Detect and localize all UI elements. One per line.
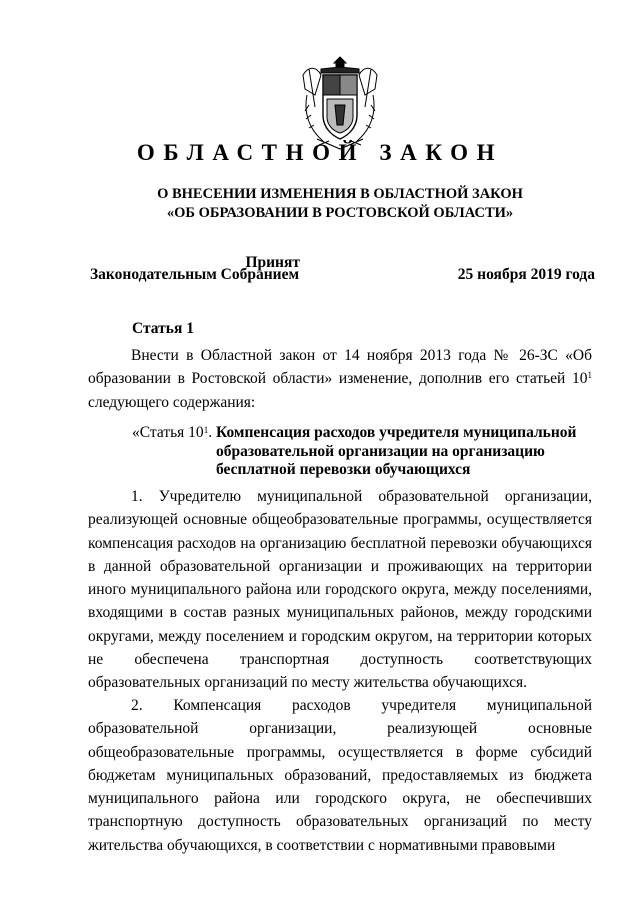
adopted-label: Принят	[245, 254, 300, 271]
new-article-dot: .	[208, 424, 213, 441]
adopted-by: Законодательным Собранием	[90, 266, 300, 283]
new-article-number	[132, 424, 212, 443]
adopted-date: 25 ноября 2019 года	[457, 266, 595, 283]
intro-superscript: 1	[587, 370, 592, 381]
intro-paragraph	[88, 344, 592, 414]
law-subtitle-line-1: О ВНЕСЕНИИ ИЗМЕНЕНИЯ В ОБЛАСТНОЙ ЗАКОН	[157, 186, 523, 202]
paragraph-1: 1. Учредителю муниципальной образовательной организации, реализующей основные общеобразовательные программы, осуществляется компенсация расходов на организацию бесплатной перевозки обучающихся в данной образовательной организации и проживающих на территории иного муниципального района или городского округа, между поселениями, входящими в состав разных муниципальных районов, между городскими округами, между поселением и городским округом, на территории которых не обеспечена транспортная доступность соответствующих образовательных организаций по месту жительства обучающихся.	[88, 488, 592, 692]
new-article-title: Компенсация расходов учредителя муниципальной образовательной организации на организацию бесплатной перевозки обучающихся	[216, 424, 577, 478]
law-subtitle-line-2: «ОБ ОБРАЗОВАНИИ В РОСТОВСКОЙ ОБЛАСТИ»	[166, 205, 514, 221]
new-article-superscript: 1	[203, 425, 209, 435]
paragraph-2: 2. Компенсация расходов учредителя муниципальной образовательной организации, реализующей основные общеобразовательные программы, осуществляется в форме субсидий бюджетам муниципальных образований, предоставляемых из бюджета муниципального района или городского округа, не обеспечивших транспортную доступность образовательных организаций по месту жительства обучающихся, в соответствии с нормативными правовыми	[88, 697, 592, 854]
article-heading: Статья 1	[132, 320, 194, 337]
intro-text-end: следующего содержания:	[88, 393, 256, 411]
new-article-label: «Статья 10	[132, 424, 204, 441]
law-title: ОБЛАСТНОЙ ЗАКОН	[136, 140, 504, 165]
intro-text: Внести в Областной закон от 14 ноября 2013 года № 26-ЗС «Об образовании в Ростовской области» изменение, дополнив его статьей 10	[88, 347, 592, 388]
